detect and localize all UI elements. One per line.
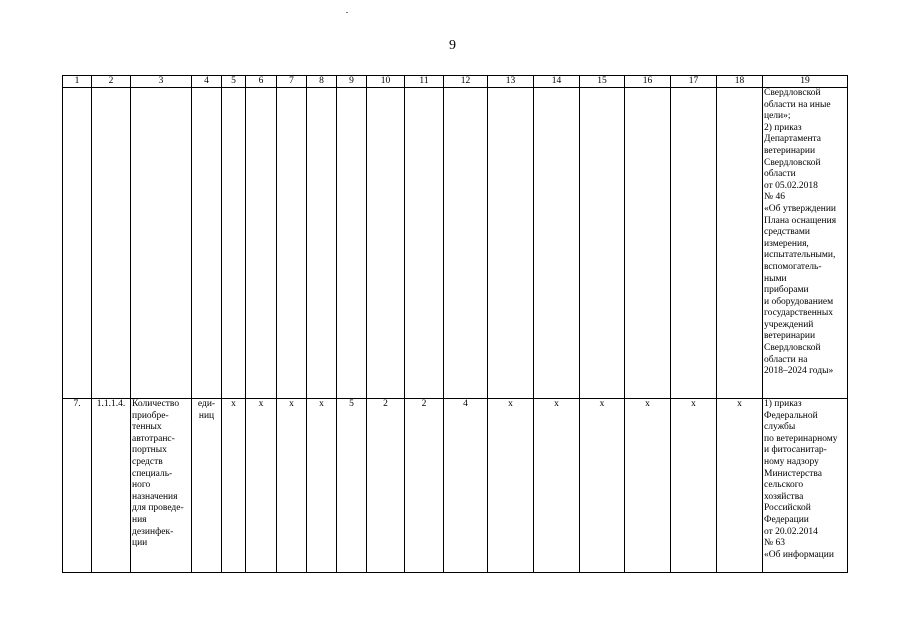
header-cell: 18 (717, 76, 763, 88)
table-cell (580, 88, 625, 399)
table-cell (307, 88, 337, 399)
row-number: 7. (63, 399, 92, 573)
table-cell: x (246, 399, 277, 573)
header-cell: 14 (534, 76, 580, 88)
table-cell (277, 88, 307, 399)
header-cell: 8 (307, 76, 337, 88)
header-cell: 16 (625, 76, 671, 88)
table-cell (222, 88, 246, 399)
header-cell: 1 (63, 76, 92, 88)
table-cell: 4 (444, 399, 488, 573)
table-row (63, 399, 848, 573)
table-row (63, 88, 848, 399)
table-cell: 2 (405, 399, 444, 573)
header-cell: 12 (444, 76, 488, 88)
table-cell-document-ref: 1) приказ Федеральной службы по ветеринарному и фитосанитар- ному надзору Министерства сельского хозяйства Российской Федерации от 20.02.2014 № 63 «Об информации (763, 399, 848, 573)
table-cell (131, 88, 192, 399)
table-cell: x (580, 399, 625, 573)
table-cell (444, 88, 488, 399)
header-cell: 11 (405, 76, 444, 88)
header-cell: 4 (192, 76, 222, 88)
table-cell (337, 88, 367, 399)
header-cell: 19 (763, 76, 848, 88)
page-number: 9 (449, 38, 456, 53)
header-cell: 10 (367, 76, 405, 88)
table-cell: x (222, 399, 246, 573)
table-cell (534, 88, 580, 399)
table-cell (246, 88, 277, 399)
header-row (63, 76, 848, 88)
table-cell (192, 88, 222, 399)
table-cell-document-ref: Свердловской области на иные цели»; 2) приказ Департамента ветеринарии Свердловской области от 05.02.2018 № 46 «Об утверждении Плана оснащения средствами измерения, испытательными, вспомогатель- ными приборами и оборудованием государственных учреждений ветеринарии Свердловской области на 2018–2024 годы» (763, 88, 848, 399)
table-cell: x (671, 399, 717, 573)
indicator-code: 1.1.1.4. (92, 399, 131, 573)
header-cell: 2 (92, 76, 131, 88)
table-cell (92, 88, 131, 399)
header-cell: 9 (337, 76, 367, 88)
header-cell: 3 (131, 76, 192, 88)
table-cell: x (307, 399, 337, 573)
scan-speck (346, 12, 348, 13)
table-cell: 5 (337, 399, 367, 573)
header-cell: 13 (488, 76, 534, 88)
table-cell: x (488, 399, 534, 573)
header-cell: 7 (277, 76, 307, 88)
indicator-name: Количество приобре- тенных автотранс- портных средств специаль- ного назначения для проведе- ния дезинфек- ции (131, 399, 192, 573)
table-cell: x (277, 399, 307, 573)
table-cell: x (625, 399, 671, 573)
table-cell: x (534, 399, 580, 573)
header-cell: 6 (246, 76, 277, 88)
header-cell: 17 (671, 76, 717, 88)
table-cell: 2 (367, 399, 405, 573)
table-cell (63, 88, 92, 399)
header-cell: 15 (580, 76, 625, 88)
table-cell (488, 88, 534, 399)
table-cell (367, 88, 405, 399)
table-cell: x (717, 399, 763, 573)
table-cell (625, 88, 671, 399)
header-cell: 5 (222, 76, 246, 88)
unit: еди- ниц (192, 399, 222, 573)
table-cell (671, 88, 717, 399)
table-cell (717, 88, 763, 399)
data-table (62, 75, 848, 573)
table-cell (405, 88, 444, 399)
